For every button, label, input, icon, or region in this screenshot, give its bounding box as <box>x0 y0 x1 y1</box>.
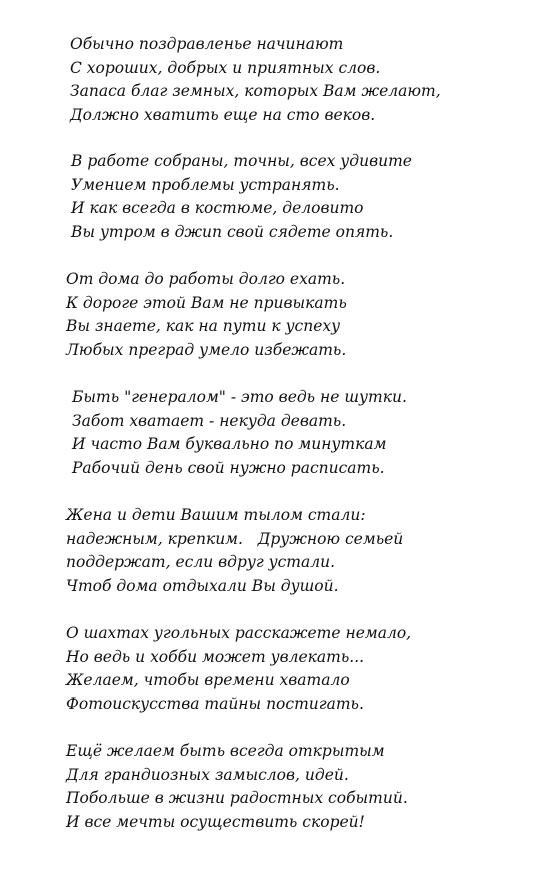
poem-line: Умением проблемы устранять. <box>71 175 340 194</box>
poem-line: Фотоискусства тайны постигать. <box>66 694 364 713</box>
poem-line: Запаса благ земных, которых Вам желают, <box>70 82 441 101</box>
poem-line: Быть "генералом" - это ведь не шутки. <box>72 388 407 406</box>
poem-line: От дома до работы долго ехать. <box>66 270 346 288</box>
poem-line: Но ведь и хобби может увлекать... <box>66 647 365 666</box>
poem-line: Жена и дети Вашим тылом стали: <box>66 506 366 524</box>
poem-line: Для грандиозных замыслов, идей. <box>66 765 349 784</box>
stanza-4 <box>0 386 540 480</box>
poem-line: Любых преград умело избежать. <box>66 340 347 359</box>
stanza-7 <box>0 740 540 834</box>
poem-line: Обычно поздравленье начинают <box>70 35 344 53</box>
poem-line: Чтоб дома отдыхали Вы душой. <box>66 576 339 595</box>
poem-line: надежным, крепким. Дружною семьей <box>66 529 404 548</box>
poem-line: Вы знаете, как на пути к успеху <box>66 317 341 336</box>
stanza-6 <box>0 622 540 716</box>
poem-line: Побольше в жизни радостных событий. <box>66 789 408 808</box>
poem-line: И как всегда в костюме, деловито <box>71 199 364 218</box>
poem-line: Желаем, чтобы времени хватало <box>66 671 350 690</box>
poem-line: Забот хватает - некуда девать. <box>72 411 347 430</box>
poem-line: О шахтах угольных расскажете немало, <box>66 624 412 642</box>
poem-line: К дороге этой Вам не привыкать <box>66 293 347 312</box>
poem-line: И все мечты осуществить скорей! <box>66 812 365 831</box>
poem-line: В работе собраны, точны, всех удивите <box>71 152 412 170</box>
poem-line: Должно хватить еще на сто веков. <box>70 105 376 124</box>
poem-line: И часто Вам буквально по минуткам <box>72 435 387 454</box>
stanza-3 <box>0 268 540 362</box>
stanza-2 <box>0 150 540 244</box>
poem-line: Рабочий день свой нужно расписать. <box>72 458 385 477</box>
poem-line: Ещё желаем быть всегда открытым <box>66 742 385 760</box>
poem-line: С хороших, добрых и приятных слов. <box>70 58 381 77</box>
stanza-5 <box>0 504 540 598</box>
stanza-1 <box>0 33 540 127</box>
poem-line: поддержат, если вдруг устали. <box>66 553 336 572</box>
poem-line: Вы утром в джип свой сядете опять. <box>71 222 394 241</box>
